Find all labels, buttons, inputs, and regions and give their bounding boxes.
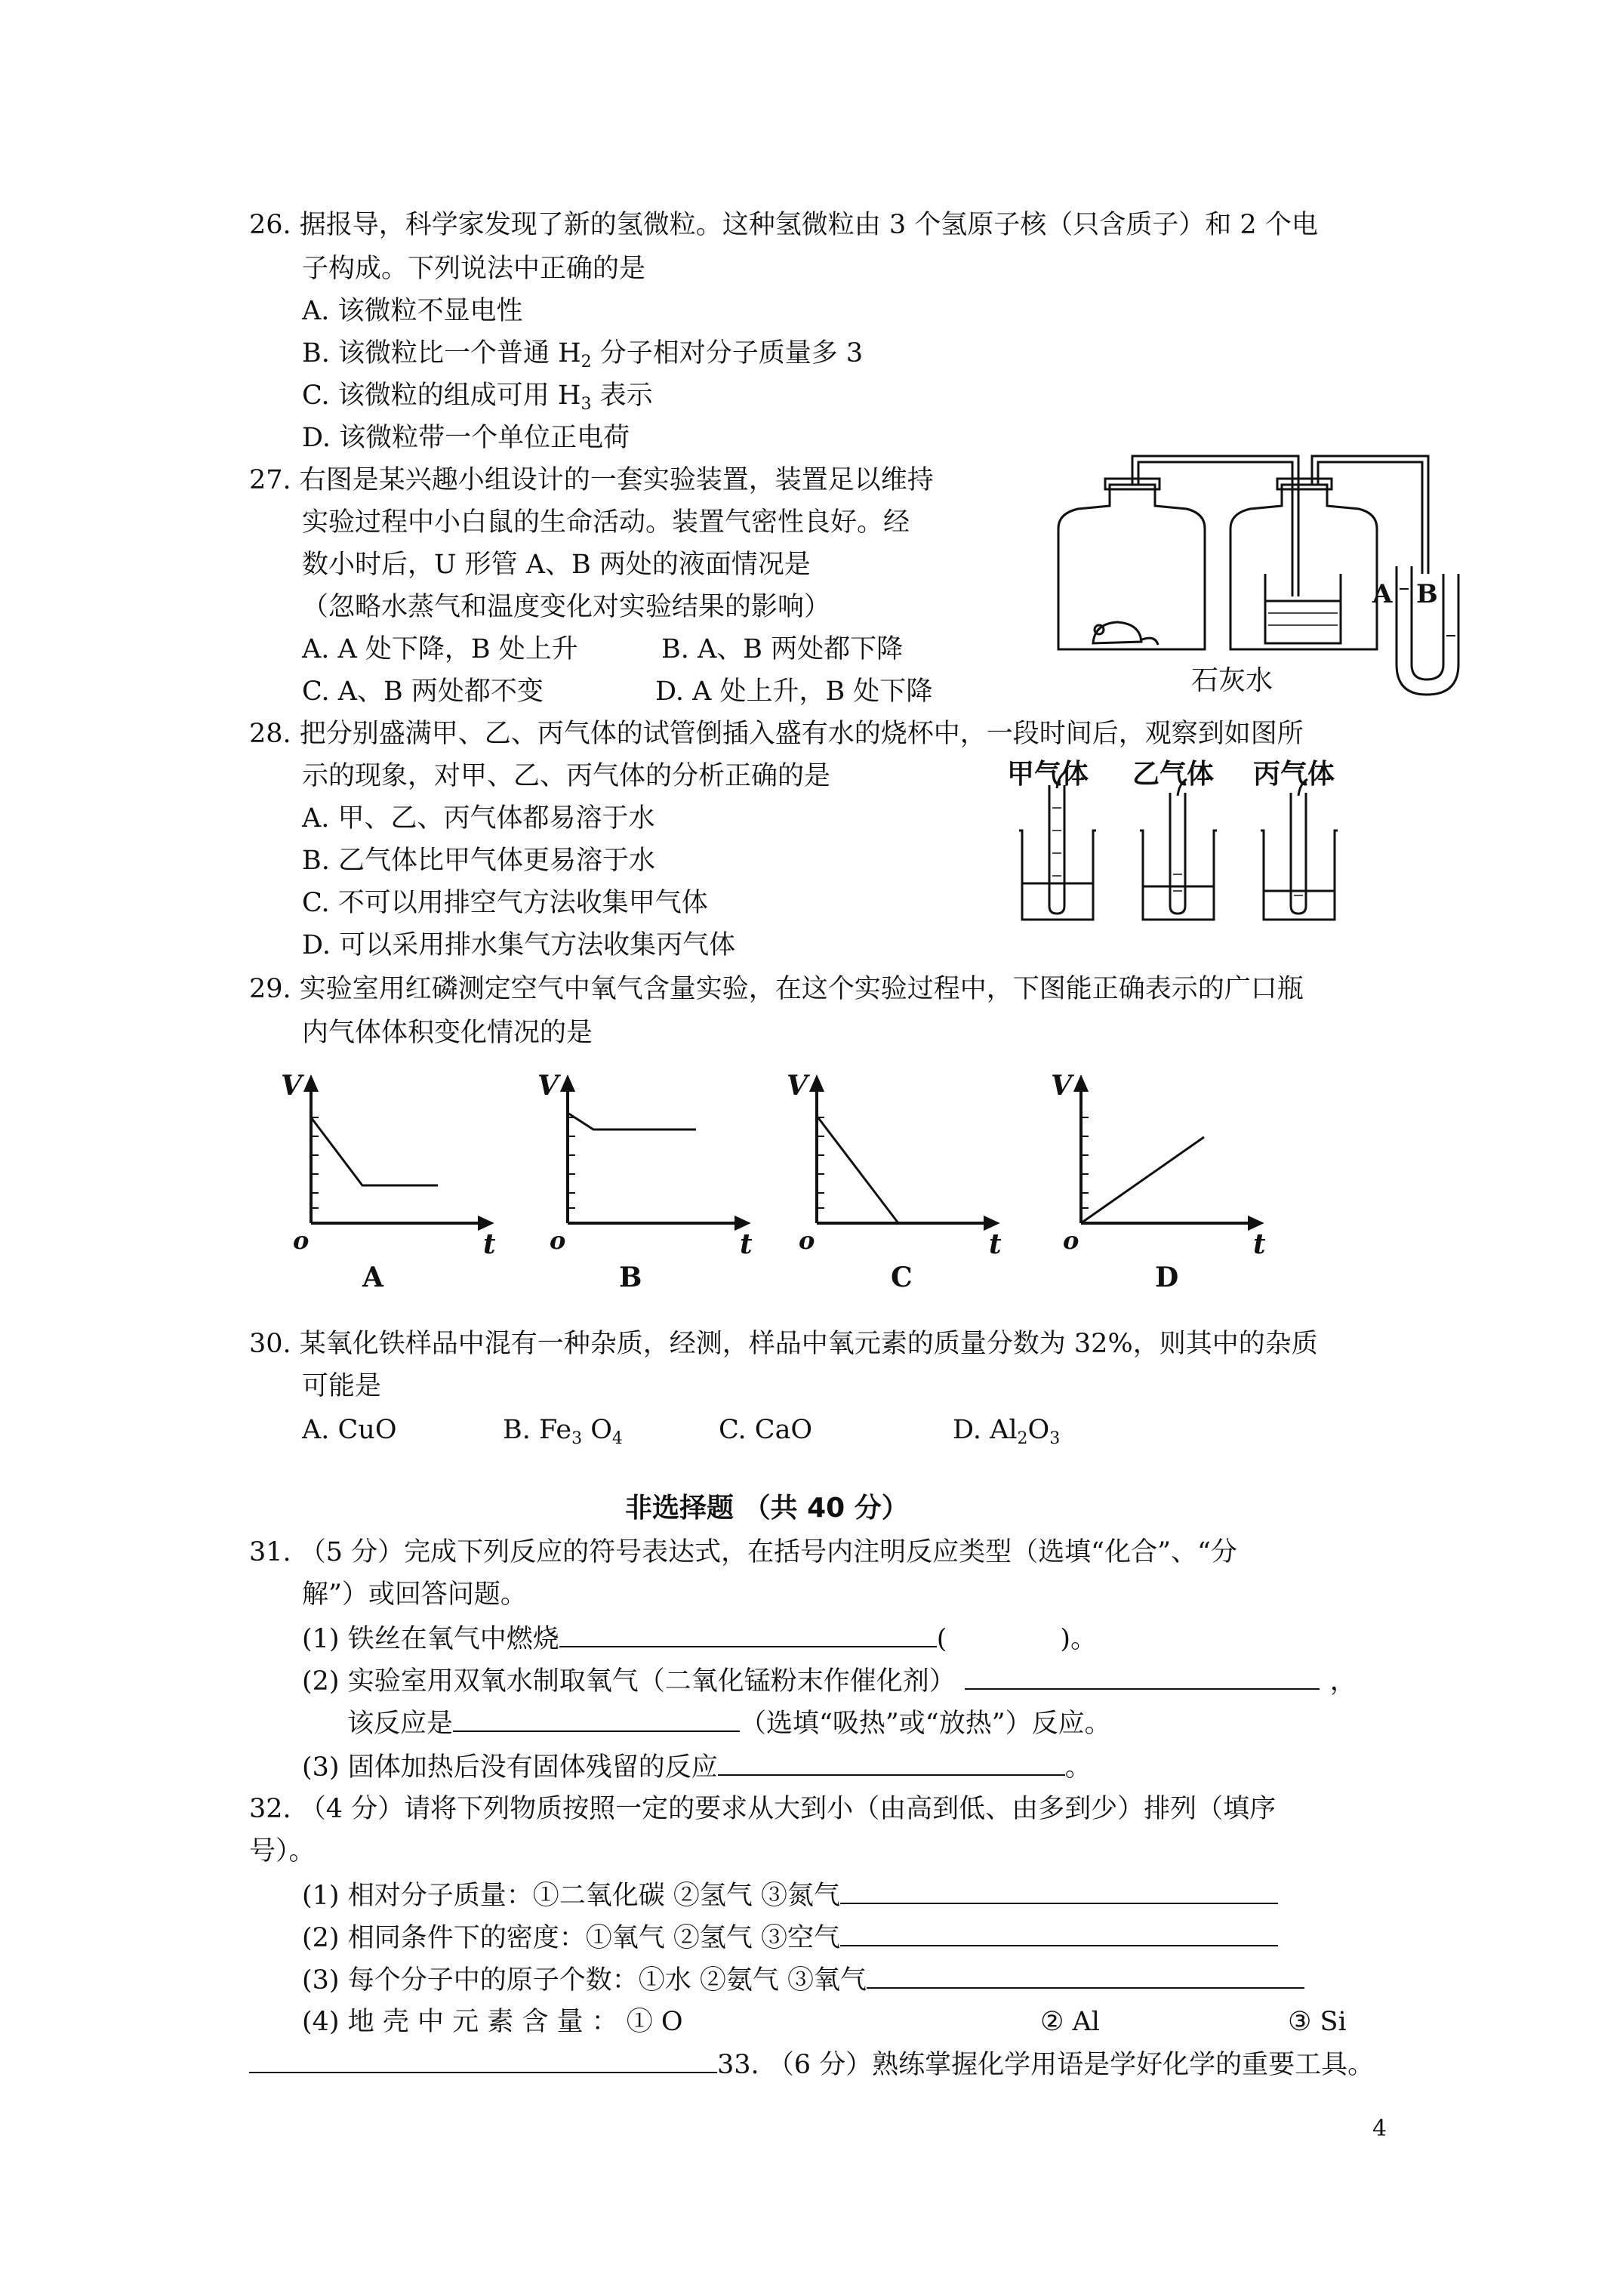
q31-item-3: (3) 固体加热后没有固体残留的反应 。 [302,1750,1092,1784]
q27-option-a: A. A 处下降，B 处上升 [302,634,578,664]
q30-option-b: B. $Fe_3$ $O_4$ [503,1415,623,1448]
q28-option-c: C. 不可以用排空气方法收集甲气体 [302,888,708,918]
q32-item-4-c: ③ Si [1288,2007,1347,2037]
q29-graph-a-x-label: t [483,1228,496,1260]
q29-graph-b-y-label: V [537,1072,559,1102]
q31-item1-answer-blank[interactable] [559,1622,937,1647]
q29-graph-b [536,1072,762,1299]
q28-fig-label-3: 丙气体 [1253,759,1335,790]
q32-item-4-b: ② Al [1040,2007,1100,2037]
q27-option-b: B. A、B 两处都下降 [661,634,904,664]
q28-option-a: A. 甲、乙、丙气体都易溶于水 [302,803,655,834]
q32-item-4: (4) 地 壳 中 元 素 含 量 ： ① O [302,2007,683,2037]
q27-fig-label-a: A [1372,579,1393,609]
q29-graph-c-x-label: t [989,1228,1002,1260]
q26-option-d: D. 该微粒带一个单位正电荷 [302,423,630,453]
q31-stem-line2: 解”）或回答问题。 [302,1579,527,1610]
q26-option-b: B. 该微粒比一个普通 $H_2$ 分子相对分子质量多 3 [302,338,864,371]
q26-stem-line1: 26. 据报导，科学家发现了新的氢微粒。这种氢微粒由 3 个氢原子核（只含质子）和 2 个电 [249,210,1318,240]
q30-option-c: C. CaO [719,1415,813,1445]
q31-item3-answer-blank[interactable] [718,1750,1065,1776]
q32-item-3: (3) 每个分子中的原子个数：①水 ②氨气 ③氧气 [302,1963,1304,1997]
q29-graph-a-y-label: V [281,1072,302,1102]
q29-graph-c-label: C [891,1262,913,1293]
q28-fig-label-1: 甲气体 [1007,759,1089,790]
q31-item-2: (2) 实验室用双氧水制取氧气（二氧化锰粉末作催化剂） ， [302,1664,1357,1698]
q27-stem-line2: 实验过程中小白鼠的生命活动。装置气密性良好。经 [302,507,910,538]
q26-option-c: C. 该微粒的组成可用 $H_3$ 表示 [302,381,653,414]
q29-graph-d [1049,1072,1291,1299]
q31-item2-answer-blank[interactable] [965,1664,1320,1690]
q32-item2-answer-blank[interactable] [840,1921,1278,1946]
q31-stem-line1: 31. （5 分）完成下列反应的符号表达式，在括号内注明反应类型（选填“化合”、“分 [249,1537,1237,1567]
q32-item-2: (2) 相同条件下的密度：①氧气 ②氢气 ③空气 [302,1921,1278,1955]
q32-stem-line1: 32. （4 分）请将下列物质按照一定的要求从大到小（由高到低、由多到少）排列（填序 [249,1794,1277,1824]
q29-graph-d-y-label: V [1051,1072,1072,1102]
q32-item-4-line2 [249,2048,1374,2082]
q33-stem-line1: 33. （6 分）熟练掌握化学用语是学好化学的重要工具。 [717,2050,1375,2080]
q26-stem-line2: 子构成。下列说法中正确的是 [302,254,646,284]
q32-item4-answer-blank[interactable] [249,2048,717,2073]
q29-graph-c-origin: o [799,1226,815,1255]
q29-graph-b-x-label: t [740,1228,753,1260]
q27-stem-line1: 27. 右图是某兴趣小组设计的一套实验装置，装置足以维持 [249,465,934,495]
page-number: 4 [1372,2116,1387,2142]
q28-fig-label-2: 乙气体 [1132,759,1215,790]
q28-stem-line2: 示的现象，对甲、乙、丙气体的分析正确的是 [302,761,831,791]
q27-stem-line3: 数小时后，U 形管 A、B 两处的液面情况是 [302,550,811,580]
q28-option-d: D. 可以采用排水集气方法收集丙气体 [302,930,736,960]
section-heading: 非选择题 （共 40 分） [625,1493,909,1524]
q29-graph-a-origin: o [293,1226,310,1255]
q32-item-1: (1) 相对分子质量：①二氧化碳 ②氢气 ③氮气 [302,1878,1278,1912]
q32-item3-answer-blank[interactable] [867,1963,1304,1989]
q29-graph-b-label: B [619,1262,642,1293]
q29-graph-b-origin: o [550,1226,566,1255]
q30-stem-line2: 可能是 [302,1371,382,1401]
q30-option-d: D. $Al_2O_3$ [953,1415,1061,1448]
q28-stem-line1: 28. 把分别盛满甲、乙、丙气体的试管倒插入盛有水的烧杯中，一段时间后，观察到如图所 [249,719,1304,749]
q29-graph-d-origin: o [1063,1226,1079,1255]
q32-stem-line2: 号）。 [249,1836,316,1866]
q27-fig-caption: 石灰水 [1191,665,1273,696]
q29-graph-d-label: D [1155,1262,1179,1293]
q29-graph-c-y-label: V [787,1072,808,1102]
q32-item1-answer-blank[interactable] [840,1878,1278,1904]
q31-item2-heat-blank[interactable] [453,1706,740,1732]
q27-option-c: C. A、B 两处都不变 [302,676,544,707]
q27-apparatus-figure [1042,445,1464,702]
q26-option-a: A. 该微粒不显电性 [302,296,523,326]
q29-graph-a [279,1072,506,1299]
q28-option-b: B. 乙气体比甲气体更易溶于水 [302,846,655,876]
q29-graph-c [785,1072,1012,1299]
q31-item-1: (1) 铁丝在氧气中燃烧 ( )。 [302,1622,1097,1656]
q30-option-a: A. CuO [302,1415,397,1445]
q30-stem-line1: 30. 某氧化铁样品中混有一种杂质，经测，样品中氧元素的质量分数为 32%，则其中的杂质 [249,1329,1318,1359]
q29-stem-line1: 29. 实验室用红磷测定空气中氧气含量实验，在这个实验过程中，下图能正确表示的广口瓶 [249,974,1304,1004]
q31-item-2b: 该反应是 （选填“吸热”或“放热”）反应。 [347,1706,1111,1740]
q29-graph-d-x-label: t [1253,1228,1266,1260]
q27-stem-line4: （忽略水蒸气和温度变化对实验结果的影响） [302,592,831,622]
q27-option-d: D. A 处上升，B 处下降 [655,676,933,707]
q27-fig-label-b: B [1416,579,1438,609]
q29-graph-a-label: A [362,1262,383,1293]
q29-stem-line2: 内气体体积变化情况的是 [302,1018,593,1048]
